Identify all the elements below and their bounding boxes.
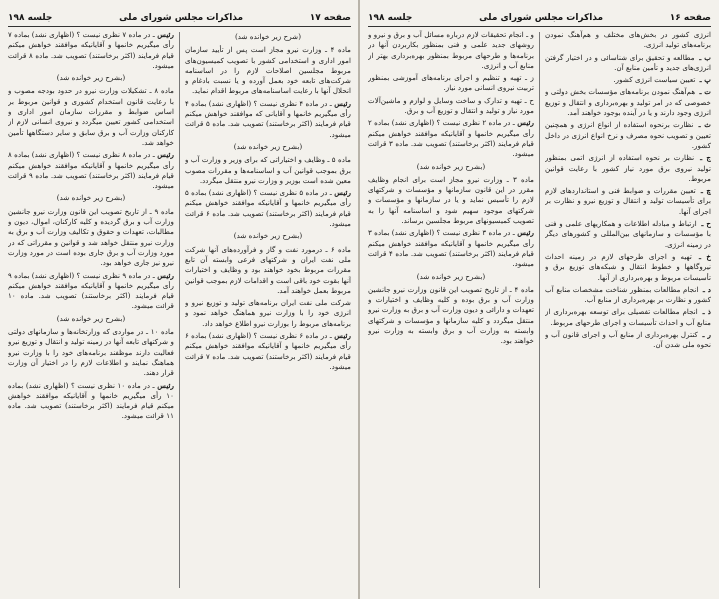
clause-marker: پ ـ: [699, 75, 711, 85]
paragraph-text: ح ـ تهیه و تدارک و ساخت وسایل و لوازم و ماشین‌آلات مورد نیاز و تولید و انتقال و توزیع آب و برق.: [368, 95, 534, 116]
stage-note: [8, 193, 174, 203]
stage-note: [368, 162, 534, 172]
stage-note-text: (بشرح زیر خوانده شد): [56, 73, 126, 83]
clause-item: [545, 252, 711, 283]
paragraph-text: ماده ۶ ـ درمورد نفت و گاز و فرآورده‌های آنها شرکت ملی نفت ایران و شرکتهای فرعی وابسته آن تابع مقررات مربوط بخود خواهند بود و وظایف و اختیارات آنها بقوت خود باقی است و اقدامات لازم بموجب قوانین مربوط بعمل خواهند آمد.: [185, 244, 351, 295]
clause-item: [545, 153, 711, 184]
text-column-left: [368, 30, 534, 590]
clause-item: [545, 219, 711, 250]
speaker-name: رئیس: [334, 188, 351, 198]
clause-marker: د ـ: [702, 284, 711, 294]
stage-note: [185, 231, 351, 241]
clause-text: نظارت برنحوه استفاده از انواع انرژی و همچنین تعیین و تصویب نحوه مصرف و نرخ انواع انرژی در داخل کشور.: [545, 120, 711, 150]
journal-title: مذاکرات مجلس شورای ملی: [479, 13, 604, 23]
speaker-text: ـ در ماده ۳ نظری نیست ؟ (اظهاری نشد) بماده ۳ رأی میگیریم خانمها و آقایانیکه موافقند خواهش میکنم قیام فرمایند (اکثر برخاستند) تصویب شد. ماده ۴ قرائت میشود.: [368, 228, 534, 269]
clause-text: کنترل بهره‌برداری از منابع آب و اجرای قانون آب و نحوه ملی شدن آن.: [545, 330, 711, 350]
speaker-paragraph: [8, 271, 174, 312]
clause-item: [545, 120, 711, 151]
speaker-text: ـ در ماده ۹ نظری نیست ؟ (اظهاری نشد) بماده ۹ رأی میگیریم خانمها و آقایانیکه موافقند خواهش میکنم قیام فرمایند (اکثر برخاستند) تصویب شد. ماده ۱۰ قرائت میشود.: [8, 270, 174, 311]
speaker-name: رئیس: [517, 228, 534, 238]
speaker-paragraph: [8, 150, 174, 191]
clause-marker: ث ـ: [698, 120, 711, 130]
text-column-left: [8, 30, 174, 590]
speaker-name: رئیس: [517, 118, 534, 128]
paragraph-text: ماده ۳ ـ وزارت نیرو مجاز است برای انجام وظایف مقرر در این قانون سازمانها و مؤسسات و شرکتهای لازم را تأسیس نماید و یا در سازمانها و مؤسسات و شرکتهای موجود سهیم شود و اساسنامه آنها را به تصویب کمیسیونهای مربوط مجلسین برساند.: [368, 174, 534, 226]
paragraph-text: شرکت ملی نفت ایران برنامه‌های تولید و توزیع نیرو و انرژی خود را با وزارت نیرو هماهنگ خواهد نمود و برنامه‌های مربوط را بوزارت نیرو اطلاع خواهد داد.: [185, 298, 351, 328]
body-paragraph: [185, 298, 351, 329]
clause-text: تعیین سیاست انرژی کشور.: [613, 75, 696, 85]
speaker-name: رئیس: [157, 380, 174, 390]
body-paragraph: [545, 30, 711, 51]
body-paragraph: [8, 86, 174, 148]
stage-note-text: (بشرح زیر خوانده شد): [416, 161, 486, 171]
clause-marker: ح ـ: [701, 219, 711, 229]
speaker-paragraph: [185, 99, 351, 140]
stage-note-text: (بشرح زیر خوانده شد): [416, 271, 486, 281]
page-number: صفحه ۱۶: [669, 13, 711, 23]
speaker-text: ـ در ماده ۲ نظری نیست ؟ (اظهاری نشد) بماده ۲ رأی میگیریم خانمها و آقایانیکه موافقند خواهش میکنم قیام فرمایند (اکثر برخاستند) تصویب شد. ماده ۳ قرائت میشود.: [368, 118, 534, 159]
stage-note-text: (بشرح زیر خوانده شد): [233, 141, 303, 151]
clause-text: تعیین مقررات و ضوابط فنی و استانداردهای لازم برای تأسیسات تولید و انتقال و توزیع نیرو و نظارت بر اجرای آنها.: [545, 186, 711, 216]
paragraph-text: و ـ انجام تحقیقات لازم درباره مسائل آب و برق و نیرو و روشهای جدید علمی و فنی بمنظور بکاربردن آنها در برنامه‌ها و طرحهای مربوط بمنظور بهره‌برداری بهتر از منابع آب و انرژی.: [368, 30, 534, 70]
speaker-text: ـ در ماده ۱۰ نظری نیست ؟ (اظهاری نشد) بماده ۱۰ رأی میگیریم خانمها و آقایانیکه موافقند خواهش میکنم قیام فرمایند (اکثر برخاستند) تصویب شد. ماده ۱۱ قرائت میشود.: [8, 380, 174, 421]
clause-item: [545, 53, 711, 74]
clause-marker: چ ـ: [700, 186, 711, 196]
speaker-name: رئیس: [334, 98, 351, 108]
body-paragraph: [368, 175, 534, 226]
clause-text: انجام مطالعات بمنظور شناخت مشخصات منابع آب کشور و نظارت بر بهره‌برداری از منابع آب.: [545, 284, 711, 305]
body-paragraph: [368, 285, 534, 347]
paragraph-text: ماده ۸ ـ تشکیلات وزارت نیرو در حدود بودجه مصوب و با رعایت قانون استخدام کشوری و قوانین مربوط بر اساس ضوابط و مقررات سازمان امور اداری و استخدامی کشور تعیین میگردد و نیروی انسانی لازم از کارکنان وزارت آب و برق سابق و سایر دستگاهها تأمین خواهد شد.: [8, 86, 174, 147]
stage-note: [185, 142, 351, 152]
clause-text: ارتباط و مبادله اطلاعات و همکاریهای علمی و فنی با مؤسسات و سازمانهای بین‌المللی و کشورهای دیگر در زمینه انرژی.: [545, 219, 711, 249]
stage-note: [8, 314, 174, 324]
journal-title: مذاکرات مجلس شورای ملی: [119, 13, 244, 23]
session-number: جلسه ۱۹۸: [8, 13, 53, 23]
text-column-right: [185, 30, 351, 590]
speaker-paragraph: [8, 30, 174, 71]
paragraph-text: ماده ۴ ـ از تاریخ تصویب این قانون وزارت نیرو جانشین وزارت آب و برق بوده و کلیه وظایف و اختیارات و تعهدات و دارائی و دیون وزارت آب و برق به وزارت نیرو منتقل میگردد و کلیه سازمانها و مؤسسات و شرکتهای وابسته به وزارت آب و برق وابسته به وزارت نیرو خواهند بود.: [368, 284, 534, 346]
stage-note: [8, 73, 174, 83]
body-paragraph: [368, 30, 534, 71]
speaker-text: ـ در ماده ۶ نظری نیست ؟ (اظهاری نشد) بماده ۶ رأی میگیریم خانمها و آقایانیکه موافقند خواهش میکنم قیام فرمایند (اکثر برخاستند) تصویب شد. ماده ۷ قرائت میشود.: [185, 331, 351, 371]
body-paragraph: [368, 96, 534, 117]
speaker-text: ـ در ماده ۸ نظری نیست ؟ (اظهاری نشد) بماده ۸ رأی میگیریم خانمها و آقایانیکه موافقند خواهش میکنم قیام فرمایند (اکثر برخاستند) تصویب شد. ماده ۹ قرائت میشود.: [8, 150, 174, 191]
body-paragraph: [368, 73, 534, 94]
stage-note-text: (بشرح زیر خوانده شد): [233, 231, 303, 241]
page-number: صفحه ۱۷: [309, 13, 351, 23]
session-number: جلسه ۱۹۸: [368, 13, 413, 23]
paragraph-text: ماده ۹ ـ از تاریخ تصویب این قانون وزارت نیرو جانشین وزارت آب و برق گردیده و کلیه کارکنان، اموال، دیون و مطالبات، تعهدات و حقوق و تکالیف وزارت آب و برق به وزارت نیرو منتقل خواهد شد و قوانین و مقرراتی که در مورد وزارت آب و برق جاری بوده است در مورد وزارت نیرو نیز جاری خواهد بود.: [8, 206, 174, 268]
stage-note-text: (بشرح زیر خوانده شد): [56, 193, 126, 203]
speaker-paragraph: [368, 228, 534, 269]
clause-marker: خ ـ: [698, 251, 711, 261]
speaker-text: ـ در ماده ۴ نظری نیست ؟ (اظهاری نشد) بماده ۴ رأی میگیریم خانمها و آقایانی که موافقند خواهش میکنم قیام فرمایند (اکثر برخاستند) تصویب شد. ماده ۵ قرائت میشود.: [185, 98, 351, 139]
column-divider: [179, 32, 180, 588]
clause-marker: ت ـ: [699, 87, 711, 97]
speaker-paragraph: [8, 381, 174, 422]
stage-note: [185, 32, 351, 42]
clause-text: نظارت بر نحوه استفاده از انرژی اتمی بمنظور تولید نیروی برق مورد نیاز کشور با رعایت قوانین مربوط.: [545, 153, 711, 183]
speaker-name: رئیس: [157, 30, 174, 39]
body-paragraph: [185, 45, 351, 96]
clause-text: مطالعه و تحقیق برای شناسائی و در اختیار گرفتن انرژی‌های جدید و تأمین منابع آن.: [545, 52, 711, 72]
clause-text: هم‌آهنگ نمودن برنامه‌های مؤسسات بخش دولتی و خصوصی که در امر تولید و بهره‌برداری و انتقال و توزیع انرژی وجود دارند و یا در آینده بوجود خواهند آمد.: [545, 87, 711, 118]
stage-note-text: (بشرح زیر خوانده شد): [56, 313, 126, 323]
speaker-paragraph: [185, 331, 351, 372]
speaker-text: ـ در ماده ۵ نظری نیست ؟ (اظهاری نشد) بماده ۵ رأی میگیریم خانمها و آقایانیکه موافقند خواهش میکنم قیام فرمایند (اکثر برخاستند) تصویب شد. ماده ۶ قرائت میشود.: [185, 188, 351, 229]
speaker-name: رئیس: [334, 331, 351, 341]
paragraph-text: ز ـ تهیه و تنظیم و اجرای برنامه‌های آموزشی بمنظور تربیت نیروی انسانی مورد نیاز.: [368, 73, 534, 93]
column-divider: [539, 32, 540, 588]
right-page: [360, 0, 719, 599]
stage-note-text: (شرح زیر خوانده شد): [234, 32, 301, 41]
body-paragraph: [185, 155, 351, 186]
clause-marker: ر ـ: [702, 330, 711, 340]
body-paragraph: [8, 207, 174, 269]
paragraph-text: ماده ۱۰ ـ در مواردی که وزارتخانه‌ها و سازمانهای دولتی و شرکتهای تابعه آنها در زمینه تولید و انتقال و توزیع نیرو فعالیت دارند موظفند برنامه‌های خود را با وزارت نیرو هماهنگ نمایند و اطلاعات لازم را در اختیار آن وزارت قرار دهند.: [8, 327, 174, 378]
clause-item: [545, 186, 711, 217]
clause-item: [545, 75, 711, 85]
clause-text: تهیه و اجرای طرحهای لازم در زمینه احداث نیروگاهها و خطوط انتقال و شبکه‌های توزیع برق و تأسیسات مربوط و بهره‌برداری از آنها.: [545, 251, 711, 282]
page-header: [368, 10, 711, 27]
body-paragraph: [8, 327, 174, 378]
body-paragraph: [185, 245, 351, 296]
clause-text: انجام مطالعات تفصیلی برای توسعه بهره‌برداری از منابع آب و احداث تأسیسات و اجرای طرحهای مربوط.: [545, 307, 711, 327]
stage-note: [368, 272, 534, 282]
left-page: [0, 0, 359, 599]
speaker-paragraph: [368, 118, 534, 159]
speaker-text: ـ در ماده ۷ نظری نیست ؟ (اظهاری نشد) بماده ۷ رأی میگیریم خانمها و آقایانیکه موافقند خواهش میکنم قیام فرمایند (اکثر برخاستند) تصویب شد. ماده ۸ قرائت میشود.: [8, 30, 174, 70]
clause-item: [545, 87, 711, 118]
clause-item: [545, 285, 711, 306]
text-column-right: [545, 30, 711, 590]
speaker-name: رئیس: [157, 150, 174, 160]
paragraph-text: ماده ۵ ـ وظایف و اختیاراتی که برای وزیر و وزارت آب و برق بموجب قوانین آب و اساسنامه‌ها و مقررات مصوب معین شده است بوزیر و وزارت نیرو منتقل میگردد.: [185, 155, 351, 185]
speaker-paragraph: [185, 188, 351, 229]
paragraph-text: ماده ۴ ـ وزارت نیرو مجاز است پس از تأیید سازمان امور اداری و استخدامی کشور با تصویب کمیسیون‌های مربوط مجلسین اصلاحات لازم را در اساسنامه شرکت‌های تابعه خود بعمل آورده و یا نسبت بادغام و انحلال آنها با رعایت اساسنامه‌های مربوط اقدام نماید.: [185, 45, 351, 96]
speaker-name: رئیس: [157, 270, 174, 280]
page-header: [8, 10, 351, 27]
clause-item: [545, 307, 711, 328]
clause-marker: ذ ـ: [702, 307, 711, 317]
paragraph-text: انرژی کشور در بخش‌های مختلف و هم‌آهنگ نمودن برنامه‌های تولید انرژی.: [545, 30, 711, 50]
clause-marker: ج ـ: [700, 153, 711, 163]
clause-marker: ب ـ: [699, 52, 711, 62]
clause-item: [545, 330, 711, 351]
